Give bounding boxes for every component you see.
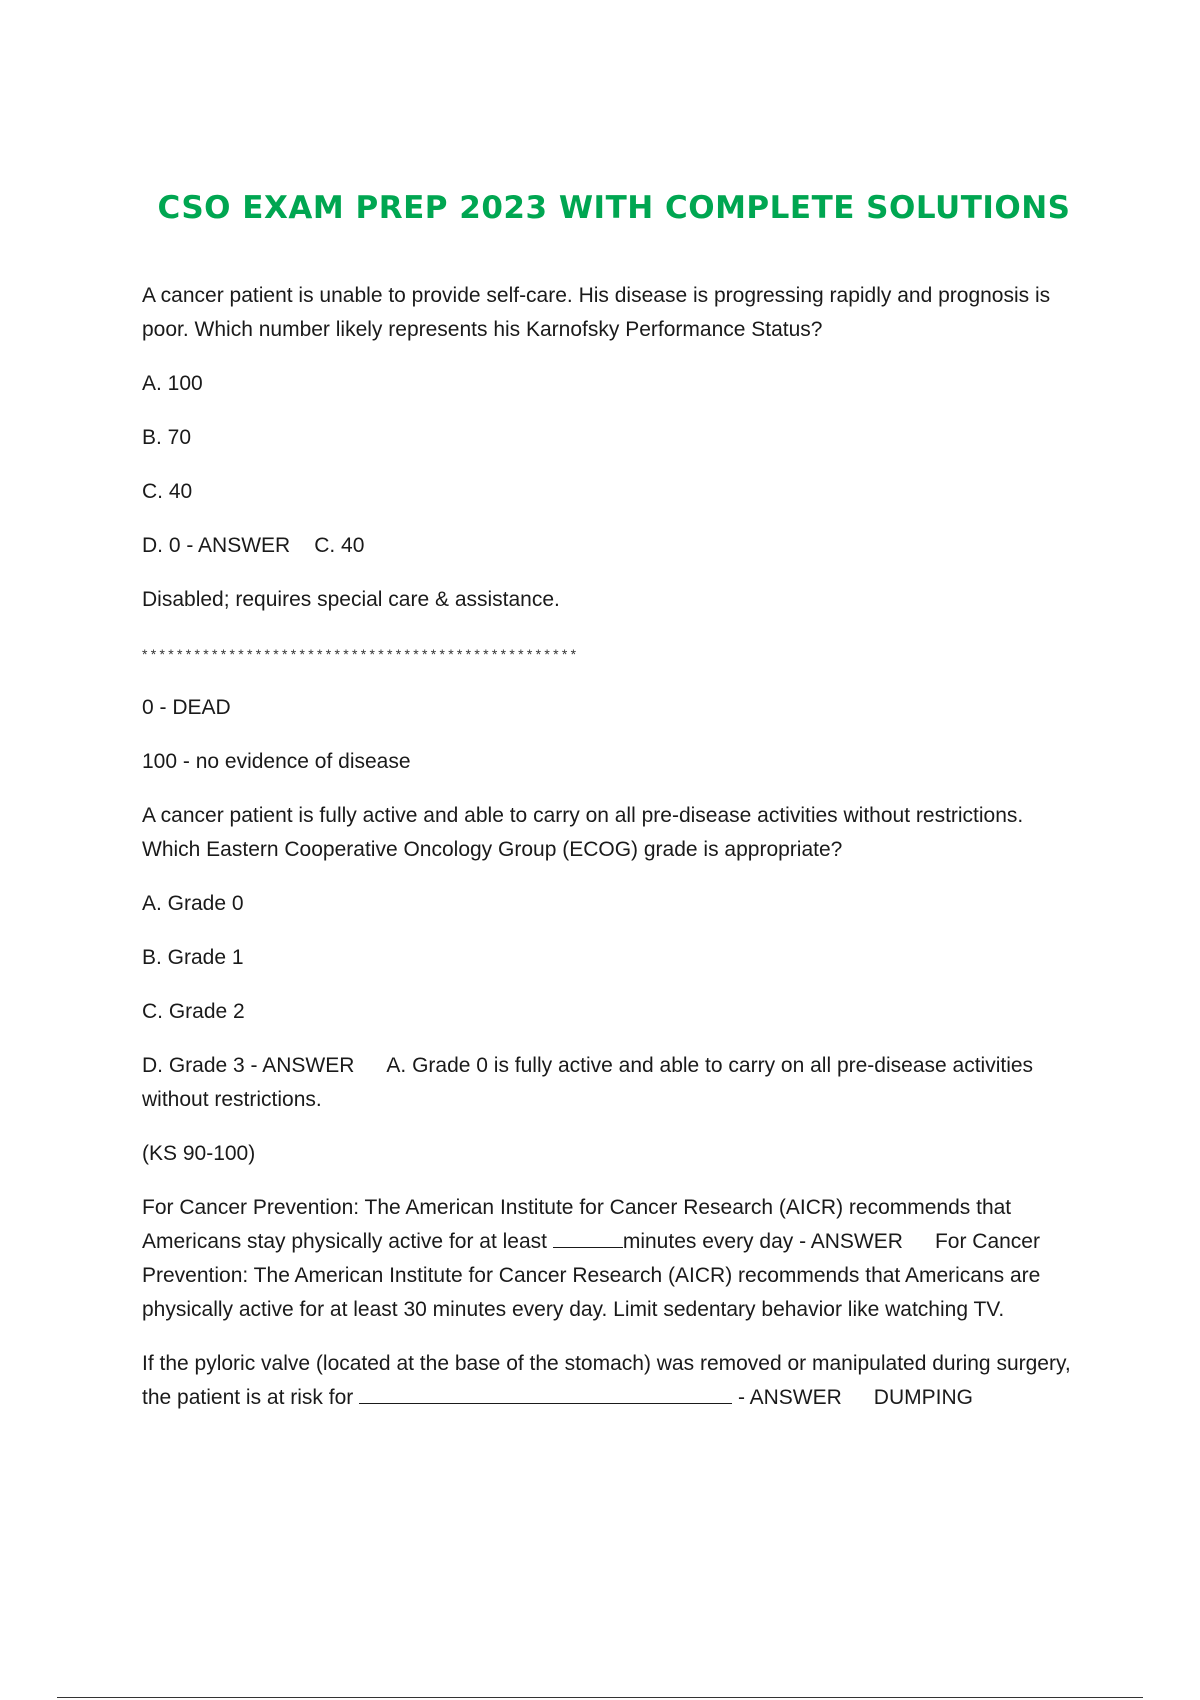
q2-answer-line [142,1049,1087,1117]
q3-answer: For Cancer Prevention: The American Institute for Cancer Research (AICR) recommends that Americans are physically active for at least 30 minutes every day. Limit sedentary behavior like watching TV. [142,1230,1041,1321]
q1-note-no-disease: 100 - no evidence of disease [142,750,411,773]
q1-option-a: A. 100 [142,372,203,395]
q3-block [142,1191,1087,1327]
q4-blank [359,1381,732,1404]
q2-option-b: B. Grade 1 [142,946,244,969]
q2-answer: A. Grade 0 is fully active and able to carry on all pre-disease activities without restrictions. [142,1054,1034,1111]
q1-question: A cancer patient is unable to provide self-care. His disease is progressing rapidly and prognosis is poor. Which number likely represents his Karnofsky Performance Status? [142,284,1051,341]
q2-option-a: A. Grade 0 [142,892,244,915]
separator: ************************************************** [142,646,580,662]
q4-block [142,1347,1087,1415]
q4-question-end: - ANSWER [737,1386,842,1409]
page-title: CSO EXAM PREP 2023 WITH COMPLETE SOLUTIONS [157,190,1071,226]
q2-option-d: D. Grade 3 - ANSWER [142,1054,355,1077]
q2-option-c: C. Grade 2 [142,1000,245,1023]
q4-question-start: If the pyloric valve (located at the base of the stomach) was removed or manipulated during surgery, the patient is at risk for [142,1352,1071,1409]
q3-question-end: minutes every day - ANSWER [622,1230,903,1253]
q1-answer: C. 40 [314,534,365,557]
footer-divider [57,1697,1143,1698]
q3-blank [553,1225,623,1248]
q3-question-start: For Cancer Prevention: The American Institute for Cancer Research (AICR) recommends that Americans stay physically active for at least [142,1196,1012,1253]
q1-explanation: Disabled; requires special care & assistance. [142,588,560,611]
q4-answer: DUMPING [873,1386,973,1409]
q2-question: A cancer patient is fully active and able to carry on all pre-disease activities without restrictions. Which Eastern Cooperative Oncology Group (ECOG) grade is appropriate? [142,804,1024,861]
q1-option-d: D. 0 - ANSWER [142,534,291,557]
q1-answer-line [142,529,1087,563]
q1-option-b: B. 70 [142,426,192,449]
q2-note: (KS 90-100) [142,1142,256,1165]
q1-option-c: C. 40 [142,480,193,503]
q1-note-dead: 0 - DEAD [142,696,231,719]
document-body [142,279,1087,1435]
